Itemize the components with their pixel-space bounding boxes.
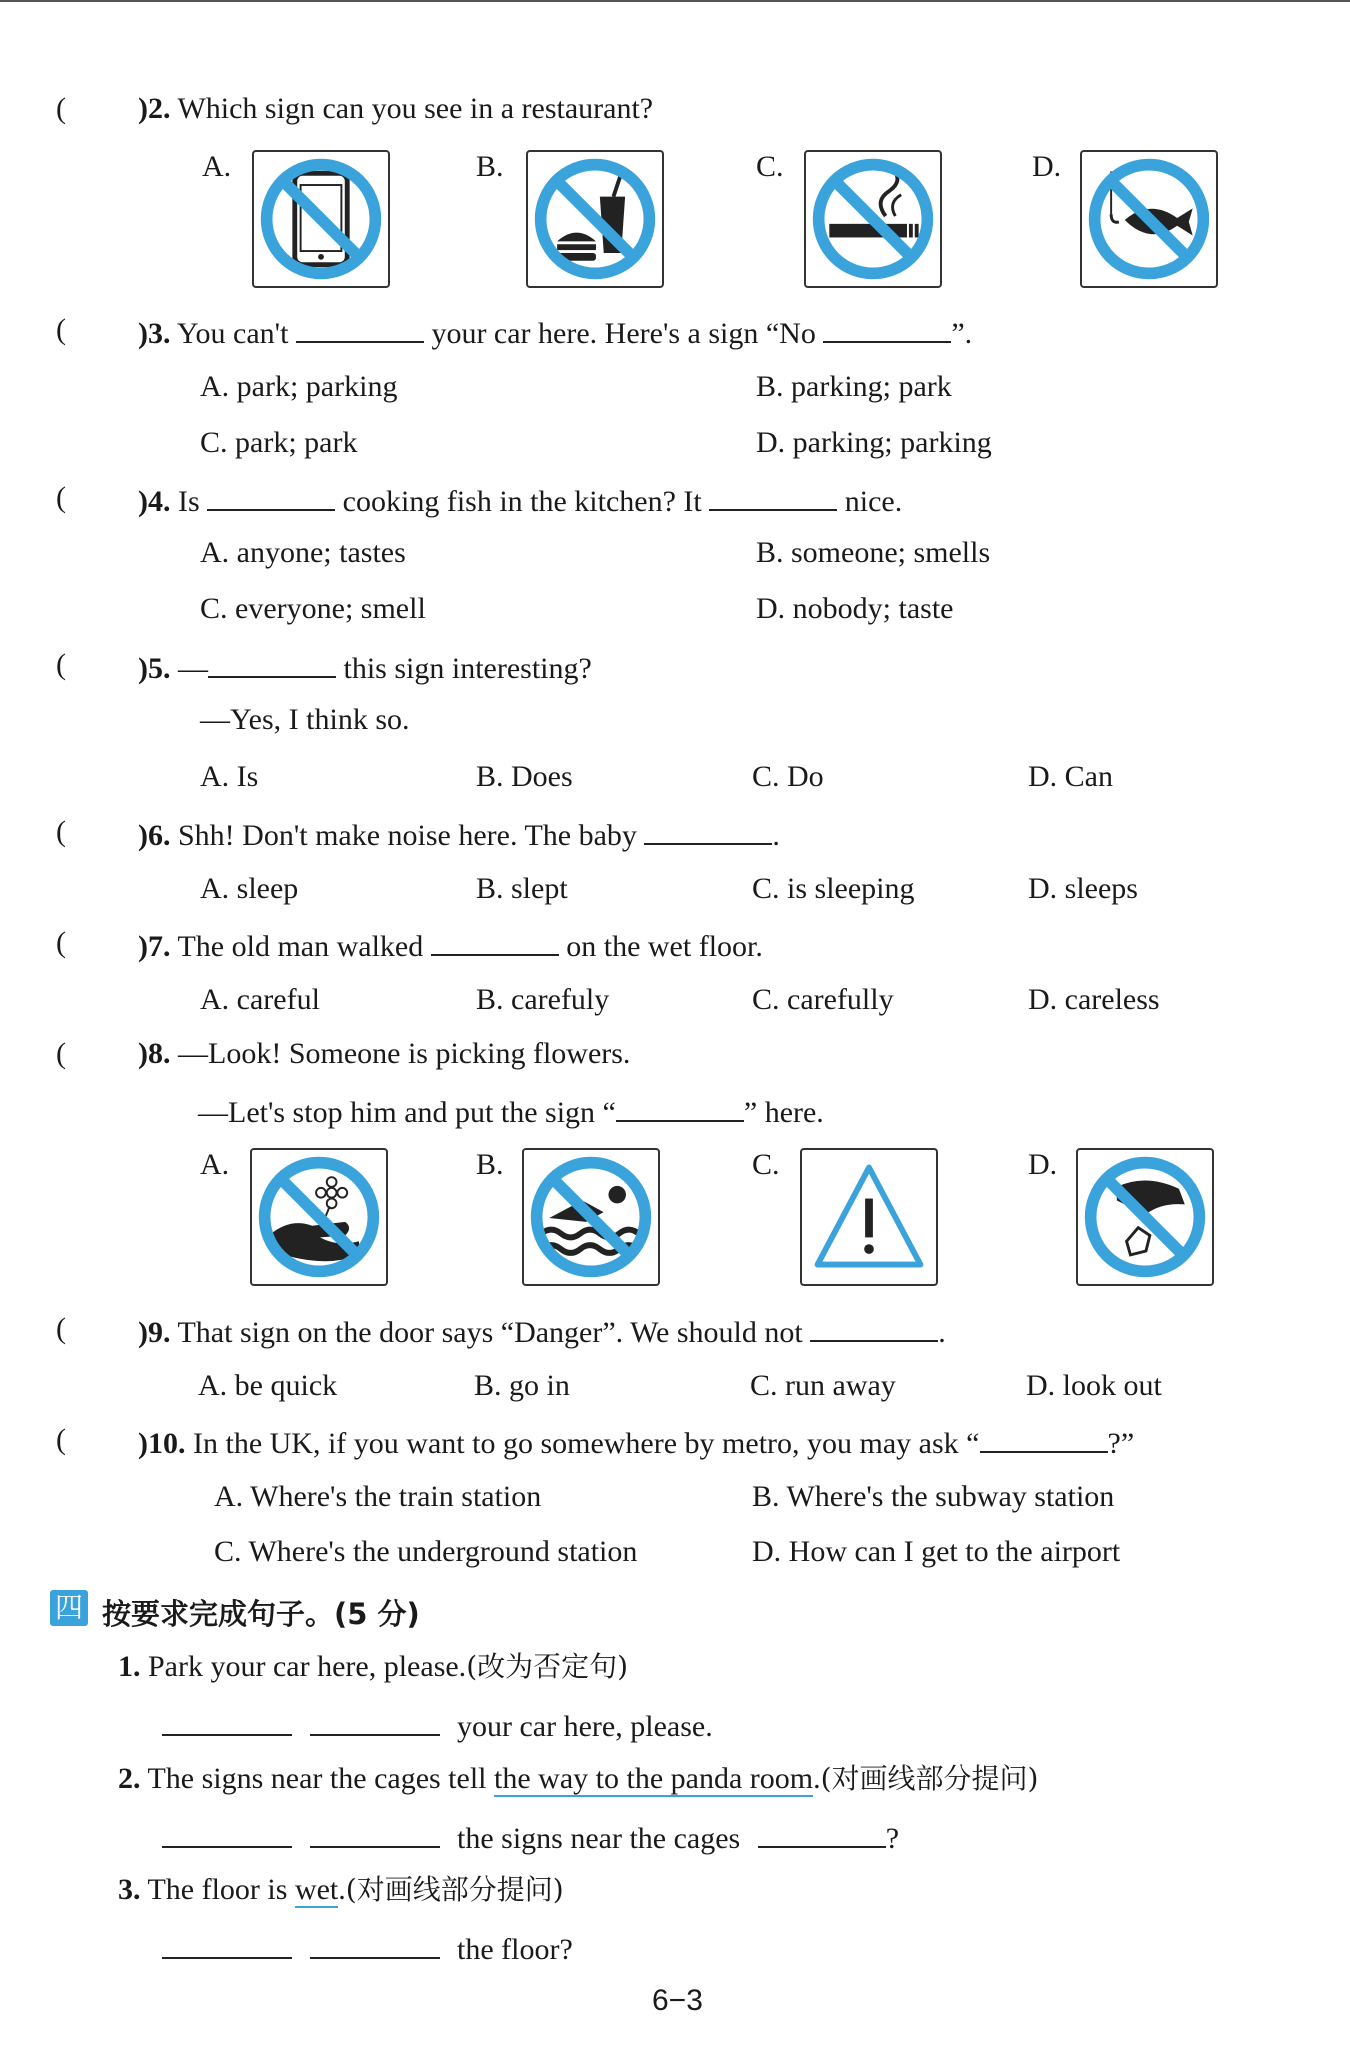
question-text: nice. [844,485,903,518]
option-a[interactable]: A. sleep [200,872,299,905]
answer-tail: the floor? [457,1933,573,1966]
option-a[interactable]: A. be quick [198,1369,338,1402]
item-text: The signs near the cages tell [147,1762,495,1795]
top-border [0,0,1350,2]
answer-tail: your car here, please. [457,1710,713,1743]
question-number: )9. [138,1316,171,1349]
question-text: You can't [176,317,289,350]
question-text: cooking fish in the kitchen? It [342,485,702,518]
item-text: . [813,1762,821,1795]
item-number: 2. [118,1762,141,1795]
option-label: A. [202,150,232,183]
question-text: Which sign can you see in a restaurant? [177,92,654,125]
option-a[interactable]: A. park; parking [200,370,398,403]
item-note: (对画线部分提问) [345,1873,564,1906]
answer-mid: the signs near the cages [457,1822,741,1855]
option-b[interactable]: B. slept [476,872,568,905]
answer-blank[interactable] [162,1708,292,1736]
option-label: C. [752,1148,780,1181]
question-text: That sign on the door says “Danger”. We should not [177,1316,803,1349]
answer-blank[interactable] [709,483,837,511]
option-b[interactable]: B. carefuly [476,983,610,1016]
item-text: The floor is [147,1873,295,1906]
question-text: ” here. [743,1096,824,1129]
option-c[interactable]: C. Do [752,760,824,793]
option-d[interactable]: D. nobody; taste [756,592,954,625]
question-text: ”. [951,317,973,350]
option-d[interactable]: D. sleeps [1028,872,1138,905]
answer-paren[interactable]: ( [56,648,66,681]
answer-blank[interactable] [162,1931,292,1959]
option-d[interactable]: D. look out [1026,1369,1162,1402]
section-badge: 四 [50,1590,88,1626]
item-note: (改为否定句) [466,1650,629,1683]
option-d[interactable]: D. Can [1028,760,1113,793]
option-d[interactable]: D. parking; parking [756,426,992,459]
question-text: —Let's stop him and put the sign “ [198,1096,616,1129]
option-b[interactable]: B. parking; park [756,370,952,403]
option-d[interactable]: D. How can I get to the airport [752,1535,1121,1568]
option-c[interactable]: C. is sleeping [752,872,915,905]
option-label: B. [476,1148,504,1181]
option-label: A. [200,1148,230,1181]
answer-paren[interactable]: ( [56,1037,66,1070]
answer-paren[interactable]: ( [56,481,66,514]
answer-paren[interactable]: ( [56,313,66,346]
question-text: . [938,1316,946,1349]
option-a[interactable]: A. Where's the train station [214,1480,542,1513]
answer-blank[interactable] [823,315,951,343]
item-text: Park your car here, please. [148,1650,467,1683]
question-text: Is [178,485,200,518]
option-c[interactable]: C. run away [750,1369,896,1402]
answer-blank[interactable] [980,1425,1108,1453]
option-a[interactable]: A. careful [200,983,320,1016]
item-number: 3. [118,1873,141,1906]
question-text: this sign interesting? [343,652,592,685]
question-text: The old man walked [177,930,424,963]
no-smoking-icon[interactable] [804,150,942,288]
option-c[interactable]: C. everyone; smell [200,592,426,625]
item-number: 1. [118,1650,141,1683]
option-a[interactable]: A. anyone; tastes [200,536,406,569]
answer-paren[interactable]: ( [56,1423,66,1456]
answer-paren[interactable]: ( [56,1312,66,1345]
dialogue-line: —Yes, I think so. [200,703,410,736]
no-littering-icon[interactable] [1076,1148,1214,1286]
question-number: )8. [138,1037,171,1070]
answer-paren[interactable]: ( [56,926,66,959]
option-label: D. [1032,150,1062,183]
question-text: your car here. Here's a sign “No [431,317,816,350]
option-b[interactable]: B. someone; smells [756,536,991,569]
answer-blank[interactable] [810,1314,938,1342]
question-number: )5. [138,652,171,685]
option-b[interactable]: B. Does [476,760,573,793]
option-a[interactable]: A. Is [200,760,259,793]
question-text: Shh! Don't make noise here. The baby [178,819,637,852]
underlined-phrase: wet [294,1873,339,1906]
answer-blank[interactable] [310,1708,440,1736]
answer-paren[interactable]: ( [56,92,66,125]
no-swimming-icon[interactable] [522,1148,660,1286]
answer-blank[interactable] [310,1820,440,1848]
answer-blank[interactable] [431,928,559,956]
question-text: on the wet floor. [566,930,763,963]
answer-blank[interactable] [162,1820,292,1848]
answer-blank[interactable] [207,483,335,511]
option-b[interactable]: B. go in [474,1369,570,1402]
option-label: C. [756,150,784,183]
section-title: 按要求完成句子。(5 分) [102,1597,420,1631]
answer-blank[interactable] [758,1820,886,1848]
option-c[interactable]: C. park; park [200,426,358,459]
answer-blank[interactable] [644,817,772,845]
warning-danger-icon[interactable] [800,1148,938,1286]
option-label: B. [476,150,504,183]
question-number: )3. [138,317,171,350]
question-text: ?” [1107,1427,1135,1460]
question-text: —Look! Someone is picking flowers. [178,1037,631,1070]
option-d[interactable]: D. careless [1028,983,1160,1016]
option-label: D. [1028,1148,1058,1181]
option-c[interactable]: C. Where's the underground station [214,1535,638,1568]
question-number: )10. [138,1427,186,1460]
no-fishing-icon[interactable] [1080,150,1218,288]
underlined-phrase: the way to the panda room [494,1762,814,1795]
question-text: — [178,652,208,685]
item-text: . [338,1873,346,1906]
answer-end: ? [885,1822,900,1855]
option-b[interactable]: B. Where's the subway station [752,1480,1115,1513]
no-food-drink-icon[interactable] [526,150,664,288]
question-text: . [772,819,780,852]
item-note: (对画线部分提问) [820,1762,1039,1795]
answer-blank[interactable] [616,1094,744,1122]
question-number: )4. [138,485,171,518]
no-phone-icon[interactable] [252,150,390,288]
question-number: )2. [138,92,171,125]
question-number: )6. [138,819,171,852]
answer-blank[interactable] [208,650,336,678]
answer-paren[interactable]: ( [56,815,66,848]
no-picking-flowers-icon[interactable] [250,1148,388,1286]
answer-blank[interactable] [296,315,424,343]
option-c[interactable]: C. carefully [752,983,894,1016]
question-number: )7. [138,930,171,963]
question-text: In the UK, if you want to go somewhere by metro, you may ask “ [193,1427,980,1460]
page-number: 6−3 [652,1984,703,2017]
answer-blank[interactable] [310,1931,440,1959]
